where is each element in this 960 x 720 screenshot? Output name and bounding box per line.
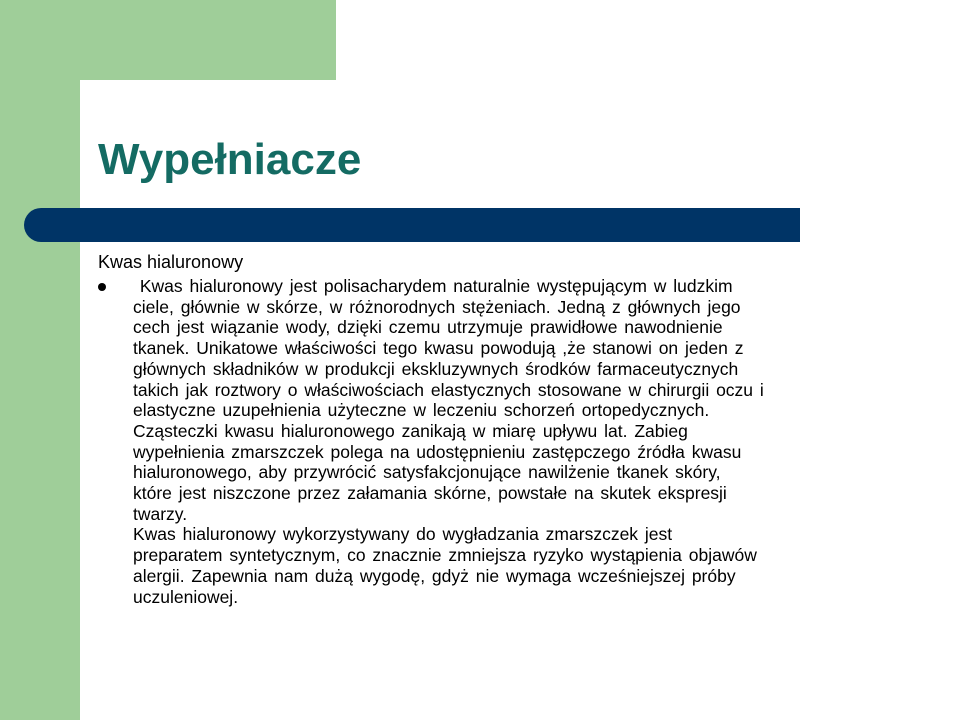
slide-title: Wypełniacze <box>98 135 362 184</box>
paragraph-line: preparatem syntetycznym, co znacznie zmniejsza ryzyko wystąpienia objawów <box>133 545 757 566</box>
bullet-paragraph <box>133 276 893 607</box>
paragraph-line: Kwas hialuronowy jest polisacharydem naturalnie występującym w ludzkim <box>133 276 733 296</box>
paragraph-line: takich jak roztwory o właściwościach elastycznych stosowane w chirurgii oczu i <box>133 379 764 400</box>
paragraph-line: ciele, głównie w skórze, w różnorodnych stężeniach. Jedną z głównych jego <box>133 296 741 317</box>
paragraph-line: Kwas hialuronowy wykorzystywany do wygładzania zmarszczek jest <box>133 524 673 545</box>
paragraph-line: głównych składników w produkcji ekskluzywnych środków farmaceutycznych <box>133 358 739 379</box>
paragraph-line: twarzy. <box>133 503 188 524</box>
paragraph-line: które jest niszczone przez załamania skórne, powstałe na skutek ekspresji <box>133 483 727 504</box>
bullet-dot-icon <box>98 283 106 291</box>
green-left-band <box>0 0 80 720</box>
slide-subtitle: Kwas hialuronowy <box>98 252 244 272</box>
paragraph-line: cech jest wiązanie wody, dzięki czemu utrzymuje prawidłowe nawodnienie <box>133 317 723 338</box>
paragraph-line: elastyczne uzupełnienia użyteczne w leczeniu schorzeń ortopedycznych. <box>133 400 710 421</box>
paragraph-line: hialuronowego, aby przywrócić satysfakcjonujące nawilżenie tkanek skóry, <box>133 462 721 483</box>
paragraph-line: wypełnienia zmarszczek polega na udostępnieniu zastępczego źródła kwasu <box>133 441 742 462</box>
paragraph-line: tkanek. Unikatowe właściwości tego kwasu powodują ,że stanowi on jeden z <box>133 338 744 359</box>
paragraph-line: Cząsteczki kwasu hialuronowego zanikają w miarę upływu lat. Zabieg <box>133 420 688 441</box>
paragraph-line: alergii. Zapewnia nam dużą wygodę, gdyż nie wymaga wcześniejszej próby <box>133 565 736 586</box>
title-underline-bar <box>24 208 800 242</box>
paragraph-line: uczuleniowej. <box>133 586 239 607</box>
green-top-band <box>0 0 336 80</box>
